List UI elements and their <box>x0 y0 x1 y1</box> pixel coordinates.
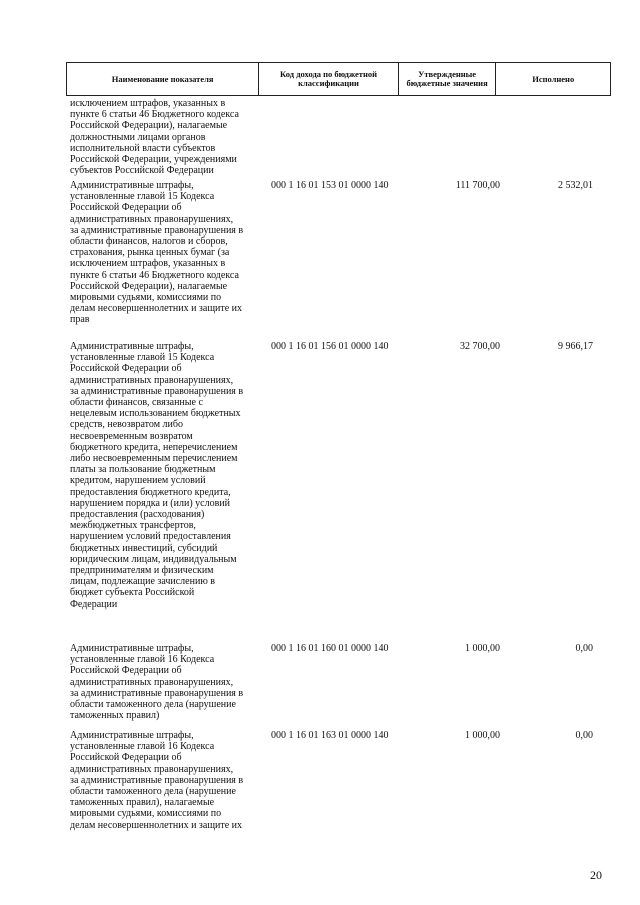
row-executed: 0,00 <box>575 643 593 654</box>
header-approved-column: Утвержденные бюджетные значения <box>399 63 497 95</box>
row-name: Административные штрафы, установленные главой 15 Кодекса Российской Федерации об административных правонарушениях, за административные правонарушения в области финансов, связанные с нецелевым использованием бюджетных средств, невозвратом либо несвоевременным возвратом бюджетного кредита, неперечислением либо несвоевременным перечислением платы за пользование бюджетным кредитом, нарушением условий предоставления бюджетного кредита, нарушением порядка и (или) условий предоставления (расходования) межбюджетных трансфертов, нарушением условий предоставления бюджетных инвестиций, субсидий юридическим лицам, индивидуальным предпринимателям и физическим лицам, подлежащие зачислению в бюджет субъекта Российской Федерации <box>70 341 244 610</box>
page-number: 20 <box>590 868 602 882</box>
row-code: 000 1 16 01 163 01 0000 140 <box>271 730 389 741</box>
table-header <box>66 62 611 96</box>
header-code-column: Код дохода по бюджетной классификации <box>259 63 398 95</box>
row-approved: 1 000,00 <box>465 643 500 654</box>
header-executed-column: Исполнено <box>532 73 575 84</box>
row-approved: 1 000,00 <box>465 730 500 741</box>
row-code: 000 1 16 01 156 01 0000 140 <box>271 341 389 352</box>
row-name: Административные штрафы, установленные главой 15 Кодекса Российской Федерации об административных правонарушениях, за административные правонарушения в области финансов, налогов и сборов, страхования, рынка ценных бумаг (за исключением штрафов, указанных в пункте 6 статьи 46 Бюджетного кодекса Российской Федерации), налагаемые мировыми судьями, комиссиями по делам несовершеннолетних и защите их прав <box>70 180 244 326</box>
row-approved: 111 700,00 <box>455 180 500 191</box>
header-name-column: Наименование показателя <box>67 63 259 95</box>
row-executed: 9 966,17 <box>558 341 593 352</box>
row-name: Административные штрафы, установленные главой 16 Кодекса Российской Федерации об административных правонарушениях, за административные правонарушения в области таможенного дела (нарушение таможенных правил) <box>70 643 244 722</box>
row-code: 000 1 16 01 153 01 0000 140 <box>271 180 389 191</box>
row-executed: 2 532,01 <box>558 180 593 191</box>
row-name: исключением штрафов, указанных в пункте 6 статьи 46 Бюджетного кодекса Российской Федерации), налагаемые должностными лицами органов исполнительной власти субъектов Российской Федерации, учреждениями субъектов Российской Федерации <box>70 98 239 177</box>
row-code: 000 1 16 01 160 01 0000 140 <box>271 643 389 654</box>
row-name: Административные штрафы, установленные главой 16 Кодекса Российской Федерации об административных правонарушениях, за административные правонарушения в области таможенного дела (нарушение таможенных правил), налагаемые мировыми судьями, комиссиями по делам несовершеннолетних и защите их <box>70 730 244 831</box>
row-executed: 0,00 <box>575 730 593 741</box>
row-approved: 32 700,00 <box>460 341 500 352</box>
